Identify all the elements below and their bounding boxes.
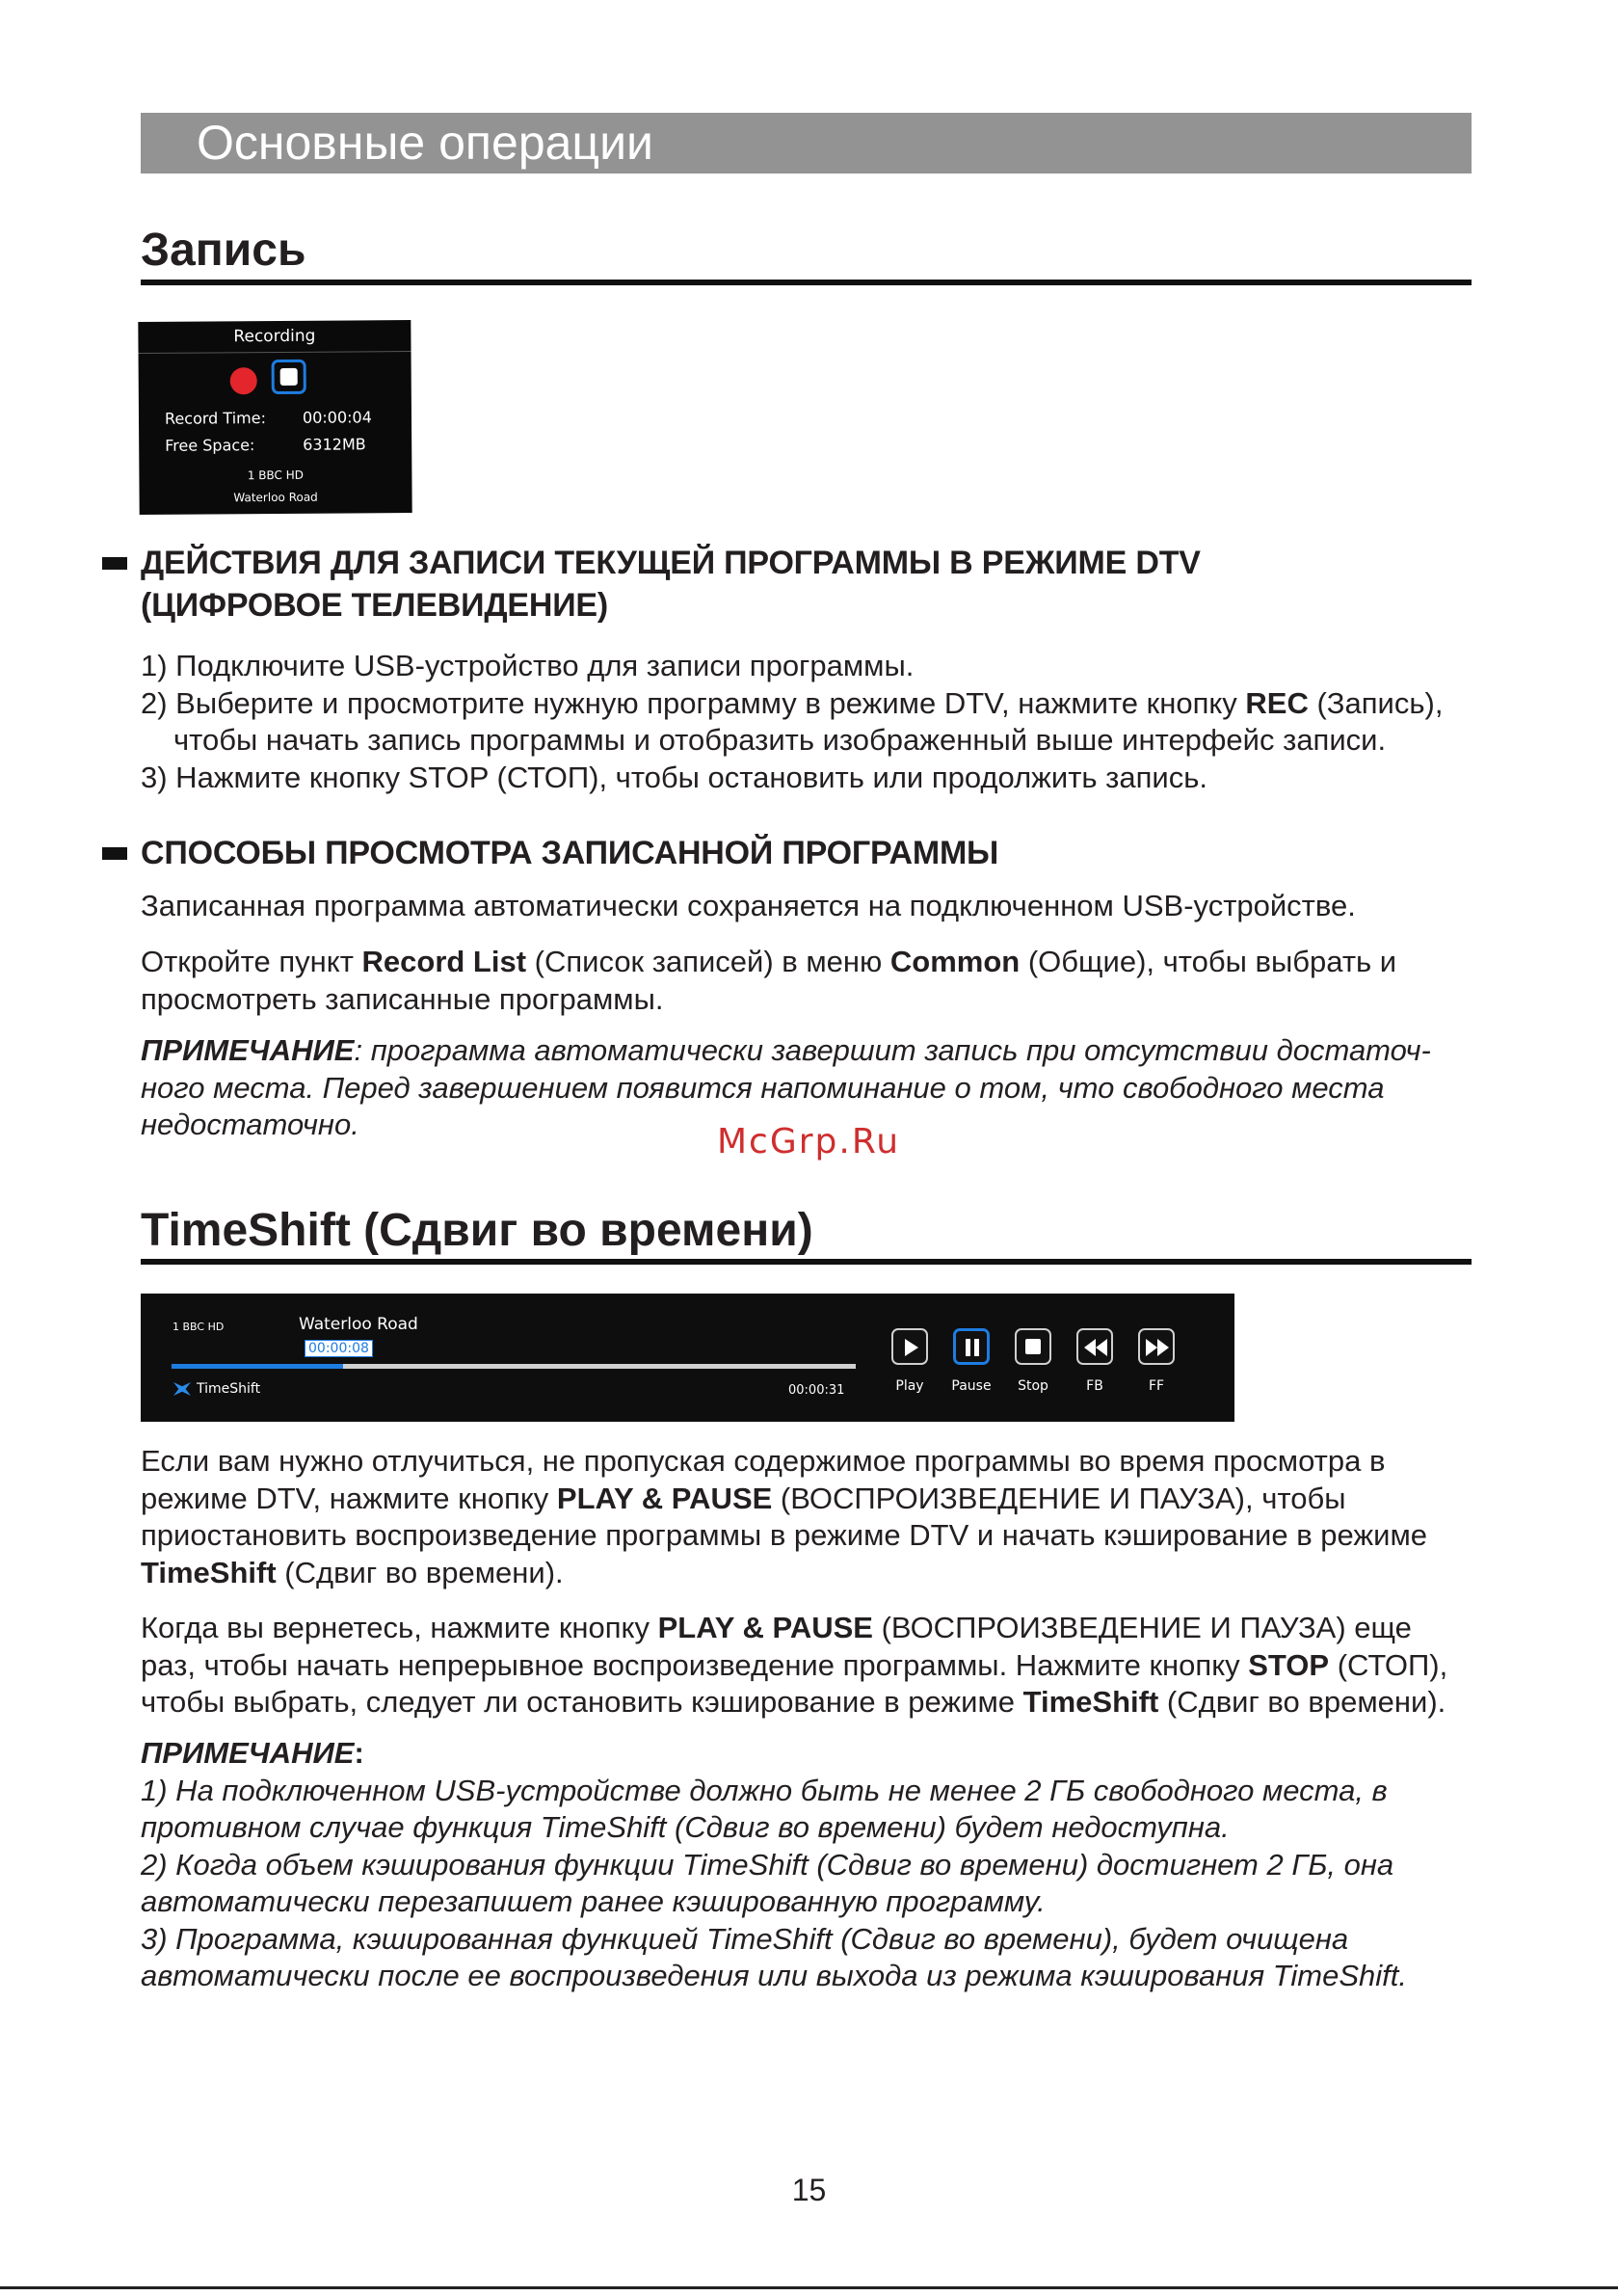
banner-title: Основные операции: [197, 116, 653, 170]
free-space-value: 6312MB: [303, 435, 366, 454]
rewind-icon: [1084, 1339, 1107, 1356]
timeshift-para-1: Если вам нужно отлучиться, не пропуская содержимое программы во время просмотра в режиме DTV, нажмите кнопку PLAY & PAUSE (ВОСПРОИЗВЕДЕНИЕ И ПАУЗА), чтобы приостановить воспроизведение программы в режиме DTV и начать кэширование в режиме TimeShift (Сдвиг во времени).: [141, 1444, 1428, 1589]
fast-forward-icon: [1146, 1339, 1169, 1356]
ts-program: Waterloo Road: [299, 1315, 418, 1334]
ts-progress-track[interactable]: [172, 1364, 856, 1369]
pause-button[interactable]: [953, 1328, 990, 1365]
stop-record-button[interactable]: [272, 360, 306, 394]
ff-button[interactable]: [1138, 1328, 1175, 1365]
record-time-label: Record Time:: [164, 409, 266, 428]
step-2: 2) Выберите и просмотрите нужную программу в режиме DTV, нажмите кнопку REC (Запись),: [141, 685, 1444, 720]
timeshift-para-2: Когда вы вернетесь, нажмите кнопку PLAY & PAUSE (ВОСПРОИЗВЕДЕНИЕ И ПАУЗА) еще раз, чтобы начать непрерывное воспроизведение программы. Нажмите кнопку STOP (СТОП), чтобы выбрать, следует ли остановить кэширование в режиме TimeShift (Сдвиг во времени).: [141, 1611, 1448, 1719]
note-line: 1) На подключенном USB-устройстве должно быть не менее 2 ГБ свободного места, в: [141, 1773, 1388, 1807]
recording-widget: [138, 320, 411, 515]
timeshift-icon: [173, 1382, 191, 1396]
bullet-marker: [102, 557, 127, 570]
timeshift-heading: TimeShift (Сдвиг во времени): [141, 1205, 813, 1256]
fb-label: FB: [1086, 1378, 1103, 1394]
heading-rule: [141, 280, 1472, 285]
bullet-marker: [102, 847, 127, 860]
stop-icon: [280, 368, 298, 386]
ff-label: FF: [1148, 1378, 1165, 1394]
ts-current-time: 00:00:08: [305, 1340, 373, 1357]
playback-para-1: Записанная программа автоматически сохраняется на подключенном USB-устройстве.: [141, 889, 1356, 922]
recording-heading: Запись: [141, 225, 306, 276]
record-dot-icon: [230, 367, 257, 394]
note-line: 2) Когда объем кэширования функции TimeShift (Сдвиг во времени) достигнет 2 ГБ, она: [141, 1847, 1394, 1882]
note-line: автоматически перезапишет ранее кэшированную программу.: [141, 1884, 1046, 1918]
section-banner: [141, 113, 1472, 174]
ts-total-time: 00:00:31: [788, 1383, 845, 1398]
watermark: McGrp.Ru: [717, 1122, 901, 1161]
play-button[interactable]: [891, 1328, 928, 1365]
step-2-cont: чтобы начать запись программы и отобразить изображенный выше интерфейс записи.: [173, 723, 1387, 757]
play-icon: [905, 1339, 918, 1356]
divider: [139, 351, 411, 354]
pause-label: Pause: [951, 1378, 992, 1394]
dtv-record-heading: [141, 542, 1201, 627]
timeshift-bar: [141, 1294, 1234, 1422]
stop-label: Stop: [1018, 1378, 1048, 1394]
free-space-label: Free Space:: [165, 436, 255, 455]
heading-line: ДЕЙСТВИЯ ДЛЯ ЗАПИСИ ТЕКУЩЕЙ ПРОГРАММЫ В РЕЖИМЕ DTV: [141, 545, 1201, 581]
stop-icon: [1025, 1339, 1041, 1354]
heading-line: (ЦИФРОВОЕ ТЕЛЕВИДЕНИЕ): [141, 587, 609, 624]
playback-note: ПРИМЕЧАНИЕ: программа автоматически завершит запись при отсутствии достаточ- ного места. Перед завершением появится напоминание о том, что свободного места недостаточно.: [141, 1033, 1431, 1141]
step-1: 1) Подключите USB-устройство для записи программы.: [141, 649, 915, 682]
page-bottom-rule: [0, 2286, 1618, 2289]
record-time-value: 00:00:04: [302, 408, 372, 427]
note-line: автоматически после ее воспроизведения или выхода из режима кэширования TimeShift.: [141, 1959, 1408, 1992]
note-label: ПРИМЕЧАНИЕ: [141, 1736, 355, 1770]
note-label: ПРИМЕЧАНИЕ: [141, 1033, 355, 1067]
fb-button[interactable]: [1076, 1328, 1113, 1365]
playback-para-2: Откройте пункт Record List (Список записей) в меню Common (Общие), чтобы выбрать и просмотреть записанные программы.: [141, 945, 1397, 1016]
program-name: Waterloo Road: [233, 490, 318, 505]
recording-widget-title: Recording: [233, 326, 316, 347]
note-line: 3) Программа, кэшированная функцией TimeShift (Сдвиг во времени), будет очищена: [141, 1921, 1349, 1956]
page-number: 15: [791, 2173, 827, 2207]
timeshift-note: ПРИМЕЧАНИЕ: 1) На подключенном USB-устройстве должно быть не менее 2 ГБ свободного места, в противном случае функция TimeShift (Сдвиг во времени) будет недоступна. 2) Когда объем кэширования функции TimeShift (Сдвиг во времени) достигнет 2 ГБ, она автоматически перезапишет ранее кэшированную программу. 3) Программа, кэшированная функцией TimeShift (Сдвиг во времени), будет очищена автоматически после ее воспроизведения или выхода из режима кэширования TimeShift.: [141, 1735, 1480, 1995]
stop-button[interactable]: [1015, 1328, 1051, 1365]
pause-icon: [966, 1339, 979, 1356]
record-steps: [141, 648, 1480, 796]
playback-heading: СПОСОБЫ ПРОСМОТРА ЗАПИСАННОЙ ПРОГРАММЫ: [141, 835, 999, 871]
ts-mode: TimeShift: [173, 1381, 260, 1397]
step-3: 3) Нажмите кнопку STOP (СТОП), чтобы остановить или продолжить запись.: [141, 760, 1207, 794]
ts-progress-fill: [172, 1364, 343, 1369]
play-label: Play: [895, 1378, 924, 1394]
ts-channel: 1 BBC HD: [172, 1321, 225, 1333]
heading-rule: [141, 1259, 1472, 1265]
note-line: противном случае функция TimeShift (Сдвиг во времени) будет недоступна.: [141, 1810, 1230, 1844]
channel-name: 1 BBC HD: [247, 467, 305, 483]
